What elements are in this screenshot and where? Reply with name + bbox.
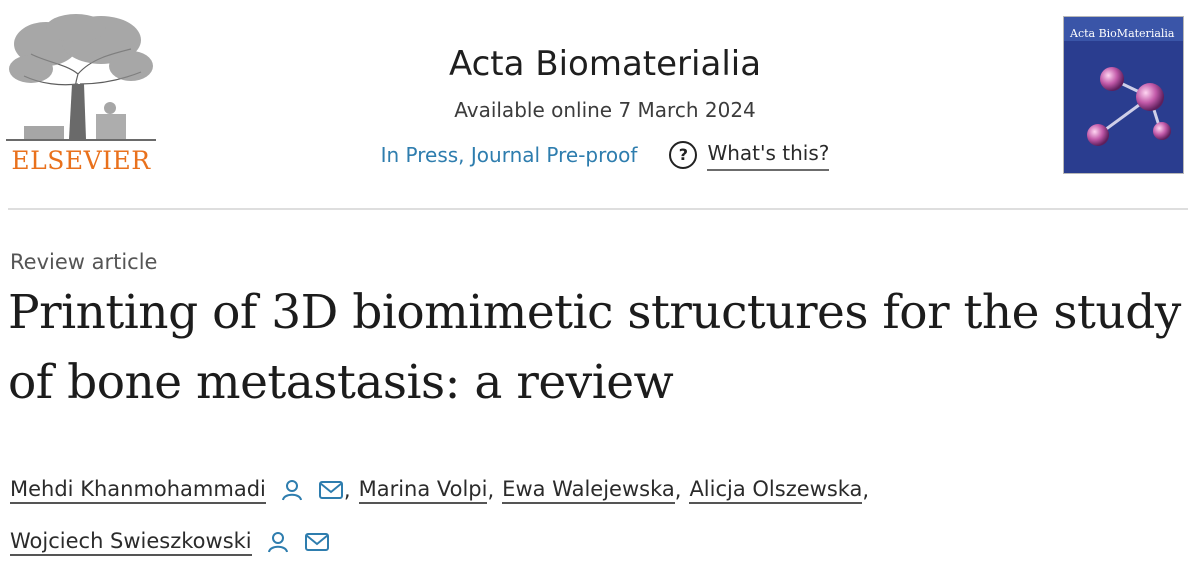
author-separator: , <box>674 478 682 502</box>
journal-info <box>300 40 910 171</box>
author-name[interactable]: Wojciech Swieszkowski <box>10 528 252 556</box>
email-icon[interactable] <box>318 480 344 500</box>
journal-header <box>0 0 1200 210</box>
status-row <box>300 138 910 171</box>
whats-this-link[interactable]: What's this? <box>707 138 829 171</box>
author-name[interactable]: Marina Volpi <box>359 476 488 504</box>
person-icon[interactable] <box>280 478 304 502</box>
author-separator: , <box>343 478 351 502</box>
journal-cover-image-icon <box>1064 17 1183 173</box>
author-name[interactable]: Ewa Walejewska <box>502 476 675 504</box>
journal-title[interactable]: Acta Biomaterialia <box>448 44 762 84</box>
elsevier-tree-logo-icon <box>6 14 156 144</box>
author-name[interactable]: Mehdi Khanmohammadi <box>10 476 266 504</box>
author-line <box>10 522 1195 562</box>
journal-cover[interactable] <box>1063 16 1184 174</box>
article-title: Printing of 3D biomimetic structures for the study of bone metastasis: a review <box>8 285 1181 410</box>
cover-title: Acta BioMaterialia <box>1070 27 1175 40</box>
in-press-link[interactable]: In Press, Journal Pre-proof <box>380 142 638 167</box>
available-online-date: Available online 7 March 2024 <box>454 98 756 122</box>
header-divider <box>8 208 1188 210</box>
author-list <box>10 470 1195 574</box>
author-name[interactable]: Alicja Olszewska <box>689 476 862 504</box>
article-type: Review article <box>10 250 158 274</box>
publisher-logo[interactable] <box>6 14 156 179</box>
author-line <box>10 470 1195 510</box>
person-icon[interactable] <box>266 530 290 554</box>
email-icon[interactable] <box>304 532 330 552</box>
publisher-name: ELSEVIER <box>11 146 151 175</box>
question-circle-icon[interactable]: ? <box>669 141 697 169</box>
author-separator: , <box>862 478 870 502</box>
author-separator: , <box>487 478 495 502</box>
